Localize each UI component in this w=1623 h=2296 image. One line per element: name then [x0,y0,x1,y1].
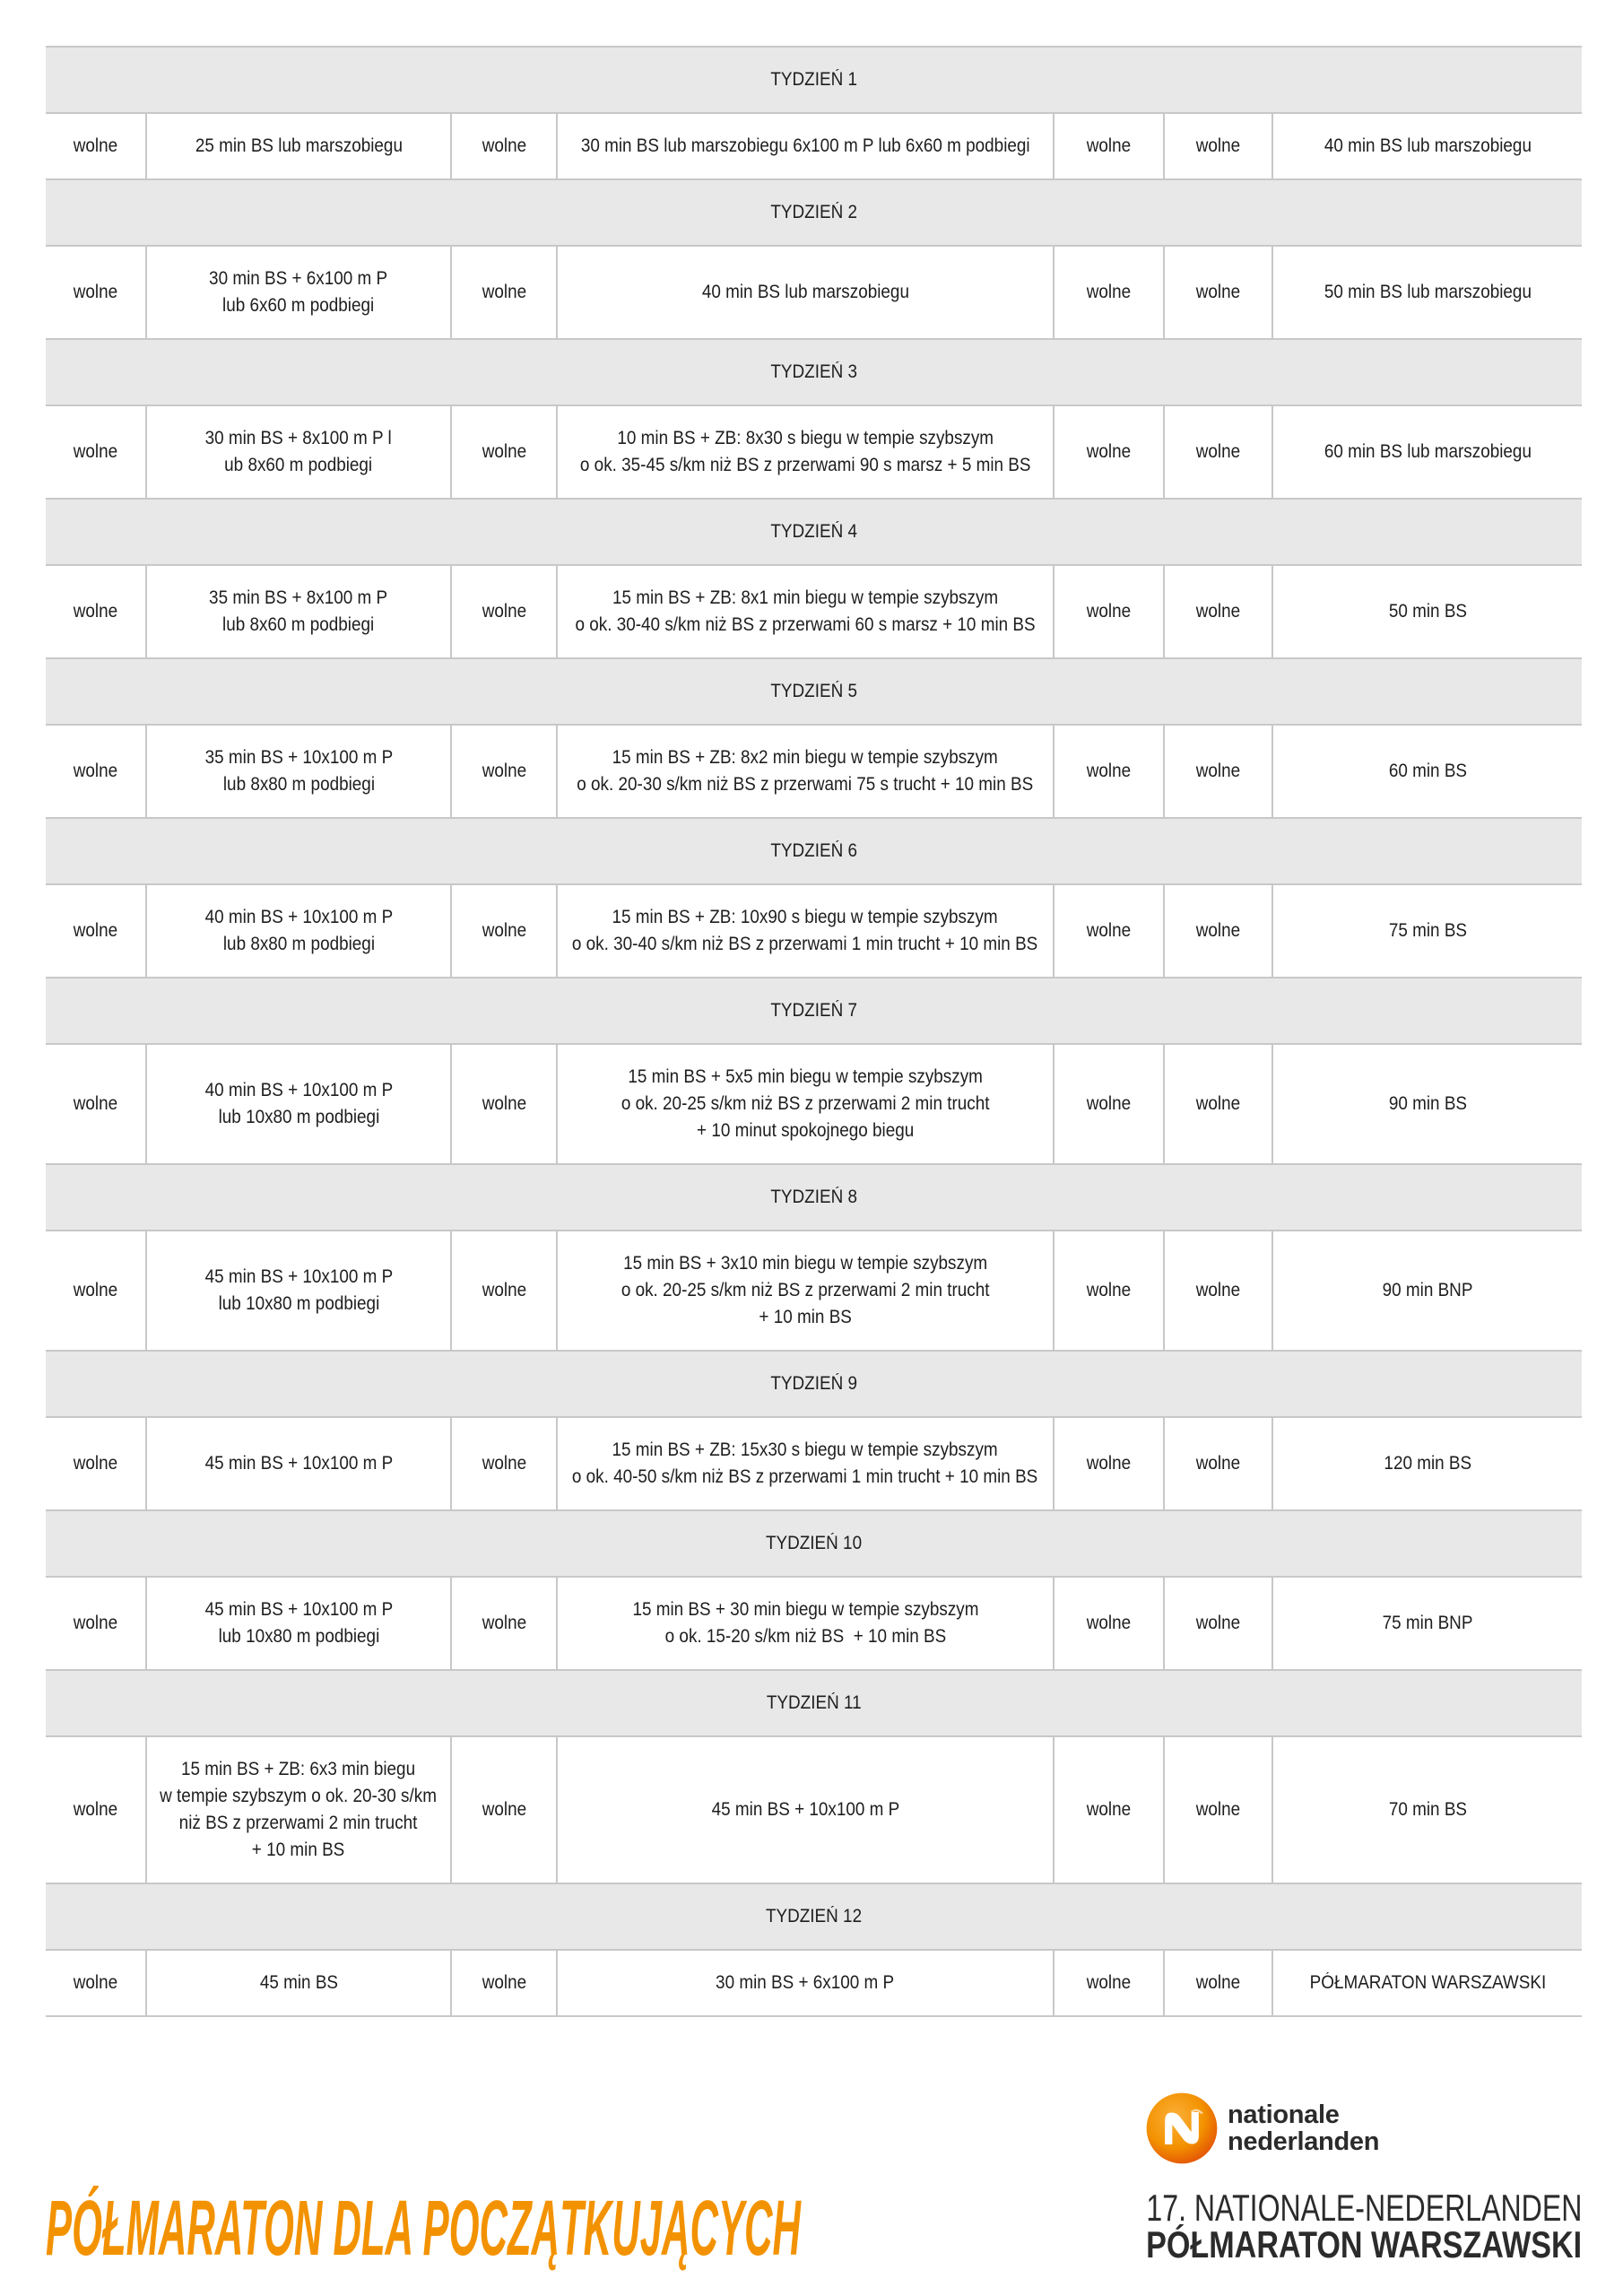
day-text: wolne [73,761,118,781]
day-text: wolne [73,1280,118,1300]
week-10-day-4 [558,1578,1055,1669]
week-3-day-2 [147,406,452,498]
week-10-day-3 [452,1578,558,1669]
day-text: wolne [1195,761,1241,781]
day-text: 15 min BS + ZB: 10x90 s biegu w tempie szybszym o ok. 30-40 s/km niż BS z przerwami 1 min trucht + 10 min BS [572,907,1038,954]
day-text: 15 min BS + 30 min biegu w tempie szybszym o ok. 15-20 s/km niż BS + 10 min BS [631,1599,979,1647]
day-text: wolne [1086,1453,1132,1474]
day-text: wolne [482,135,526,156]
week-6-day-5 [1055,885,1165,977]
week-1-day-1 [46,114,147,178]
day-text: wolne [1086,601,1132,622]
day-text: 60 min BS lub marszobiegu [1324,441,1532,462]
week-6-day-1 [46,885,147,977]
week-7-row [46,1045,1582,1165]
day-text: wolne [482,1799,526,1820]
week-7-day-3 [452,1045,558,1163]
day-text: wolne [482,761,526,781]
week-7-day-6 [1165,1045,1273,1163]
week-4-day-7 [1273,566,1582,657]
week-9-day-5 [1055,1418,1165,1509]
day-text: 50 min BS lub marszobiegu [1324,282,1532,302]
day-text: 30 min BS lub marszobiegu 6x100 m P lub 6x60 m podbiegi [580,135,1030,156]
day-text: 50 min BS [1388,601,1467,622]
week-12-header [46,1884,1582,1951]
week-1-day-3 [452,114,558,178]
week-9-day-2 [147,1418,452,1509]
week-12-day-3 [452,1951,558,2015]
week-2-day-3 [452,247,558,338]
week-7-day-2 [147,1045,452,1163]
day-text: 10 min BS + ZB: 8x30 s biegu w tempie szybszym o ok. 35-45 s/km niż BS z przerwami 90 s marsz + 5 min BS [579,428,1031,475]
day-text: wolne [482,1972,526,1993]
week-12-day-2 [147,1951,452,2015]
day-text: 25 min BS lub marszobiegu [195,135,403,156]
week-label: TYDZIEŃ 1 [770,69,857,90]
week-5-day-5 [1055,726,1165,817]
day-text: wolne [1086,1280,1132,1300]
day-text: 90 min BNP [1382,1280,1473,1300]
day-text: 75 min BNP [1382,1613,1473,1633]
day-text: wolne [482,282,526,302]
week-2-day-1 [46,247,147,338]
day-text: wolne [73,1799,118,1820]
nationale-nederlanden-logo-icon [1145,2092,1219,2165]
day-text: wolne [482,441,526,462]
day-text: wolne [73,601,118,622]
week-4-day-1 [46,566,147,657]
day-text: wolne [1195,1280,1241,1300]
week-label: TYDZIEŃ 2 [770,202,857,222]
week-11-day-3 [452,1737,558,1883]
week-6-day-6 [1165,885,1273,977]
week-7-header [46,978,1582,1045]
brand-line-1: nationale [1228,2100,1340,2129]
week-3-header [46,340,1582,406]
day-text: wolne [1086,1799,1132,1820]
week-8-day-2 [147,1231,452,1350]
day-text: wolne [1086,920,1132,941]
week-8-day-5 [1055,1231,1165,1350]
week-label: TYDZIEŃ 7 [770,1000,857,1021]
day-text: wolne [1086,1093,1132,1114]
week-7-day-5 [1055,1045,1165,1163]
day-text: wolne [482,601,526,622]
day-text: 75 min BS [1388,920,1467,941]
week-7-day-7 [1273,1045,1582,1163]
page-title: PÓŁMARATON DLA POCZĄTKUJĄCYCH [46,2185,802,2272]
week-12-day-1 [46,1951,147,2015]
day-text: wolne [482,1613,526,1633]
week-3-day-6 [1165,406,1273,498]
brand-wordmark [1228,2101,1379,2155]
day-text: 30 min BS + 6x100 m P [716,1972,895,1993]
week-4-day-3 [452,566,558,657]
event-name-line-1: 17. NATIONALE-NEDERLANDEN [1146,2187,1582,2229]
week-11-day-2 [147,1737,452,1883]
day-text: wolne [1086,441,1132,462]
week-9-day-1 [46,1418,147,1509]
day-text: wolne [73,1972,118,1993]
week-3-day-5 [1055,406,1165,498]
training-plan-table [46,46,1582,2017]
week-10-day-2 [147,1578,452,1669]
week-3-day-1 [46,406,147,498]
week-label: TYDZIEŃ 11 [766,1692,862,1713]
day-text: wolne [482,1453,526,1474]
day-text: wolne [1195,135,1241,156]
week-11-row [46,1737,1582,1884]
week-5-day-2 [147,726,452,817]
week-6-header [46,819,1582,885]
day-text: wolne [1195,920,1241,941]
week-8-row [46,1231,1582,1352]
week-9-day-4 [558,1418,1055,1509]
day-text: wolne [73,282,118,302]
week-5-day-7 [1273,726,1582,817]
day-text: 15 min BS + ZB: 6x3 min biegu w tempie szybszym o ok. 20-30 s/km niż BS z przerwami 2 min trucht + 10 min BS [160,1759,438,1860]
day-text: 40 min BS + 10x100 m P lub 8x80 m podbiegi [204,907,393,954]
day-text: 15 min BS + ZB: 8x1 min biegu w tempie szybszym o ok. 30-40 s/km niż BS z przerwami 60 s marsz + 10 min BS [575,587,1036,635]
week-11-header [46,1671,1582,1737]
day-text: 45 min BS + 10x100 m P [204,1453,393,1474]
day-text: 120 min BS [1384,1453,1471,1474]
week-1-day-5 [1055,114,1165,178]
week-10-header [46,1511,1582,1578]
week-7-day-4 [558,1045,1055,1163]
week-2-header [46,180,1582,247]
week-12-row [46,1951,1582,2017]
week-1-header [46,48,1582,114]
week-7-day-1 [46,1045,147,1163]
week-10-day-7 [1273,1578,1582,1669]
week-5-day-4 [558,726,1055,817]
week-9-day-6 [1165,1418,1273,1509]
week-10-row [46,1578,1582,1671]
week-8-day-4 [558,1231,1055,1350]
day-text: wolne [482,920,526,941]
week-6-day-2 [147,885,452,977]
day-text: 45 min BS + 10x100 m P lub 10x80 m podbiegi [204,1266,393,1314]
day-text: wolne [1195,1613,1241,1633]
week-11-day-6 [1165,1737,1273,1883]
week-label: TYDZIEŃ 9 [770,1373,857,1394]
week-label: TYDZIEŃ 3 [770,361,857,382]
day-text: wolne [73,135,118,156]
day-text: 45 min BS + 10x100 m P [711,1799,899,1820]
week-1-day-2 [147,114,452,178]
week-5-row [46,726,1582,819]
day-text: PÓŁMARATON WARSZAWSKI [1309,1972,1546,1993]
week-9-day-7 [1273,1418,1582,1509]
week-2-day-7 [1273,247,1582,338]
day-text: 45 min BS + 10x100 m P lub 10x80 m podbiegi [204,1599,393,1647]
day-text: 15 min BS + ZB: 8x2 min biegu w tempie szybszym o ok. 20-30 s/km niż BS z przerwami 75 s trucht + 10 min BS [577,747,1034,795]
week-3-day-3 [452,406,558,498]
day-text: wolne [482,1280,526,1300]
week-6-day-3 [452,885,558,977]
day-text: 70 min BS [1388,1799,1467,1820]
week-12-day-5 [1055,1951,1165,2015]
week-1-day-4 [558,114,1055,178]
day-text: wolne [1195,282,1241,302]
week-2-day-6 [1165,247,1273,338]
week-4-day-4 [558,566,1055,657]
week-1-day-6 [1165,114,1273,178]
week-8-day-1 [46,1231,147,1350]
week-label: TYDZIEŃ 5 [770,681,857,701]
day-text: wolne [1086,1972,1132,1993]
week-label: TYDZIEŃ 12 [765,1906,863,1926]
week-4-day-5 [1055,566,1165,657]
day-text: wolne [1086,1613,1132,1633]
day-text: 40 min BS lub marszobiegu [701,282,909,302]
week-11-day-5 [1055,1737,1165,1883]
day-text: wolne [73,1613,118,1633]
week-11-day-7 [1273,1737,1582,1883]
day-text: wolne [1086,282,1132,302]
week-6-day-7 [1273,885,1582,977]
week-11-day-1 [46,1737,147,1883]
week-5-day-6 [1165,726,1273,817]
week-10-day-6 [1165,1578,1273,1669]
week-11-day-4 [558,1737,1055,1883]
day-text: 40 min BS lub marszobiegu [1324,135,1532,156]
day-text: wolne [1086,135,1132,156]
day-text: 30 min BS + 8x100 m P l ub 8x60 m podbiegi [204,428,393,475]
day-text: wolne [73,1453,118,1474]
week-12-day-4 [558,1951,1055,2015]
day-text: 40 min BS + 10x100 m P lub 10x80 m podbiegi [204,1080,393,1127]
week-2-row [46,247,1582,340]
week-9-day-3 [452,1418,558,1509]
week-10-day-5 [1055,1578,1165,1669]
event-name-line-2: PÓŁMARATON WARSZAWSKI [1146,2223,1582,2266]
logo-mark-icon [1145,2092,1219,2165]
week-10-day-1 [46,1578,147,1669]
week-12-day-7 [1273,1951,1582,2015]
week-6-row [46,885,1582,978]
week-6-day-4 [558,885,1055,977]
week-label: TYDZIEŃ 4 [770,521,857,542]
day-text: 15 min BS + ZB: 15x30 s biegu w tempie szybszym o ok. 40-50 s/km niż BS z przerwami 1 min trucht + 10 min BS [572,1439,1038,1487]
day-text: wolne [73,920,118,941]
week-4-day-2 [147,566,452,657]
week-label: TYDZIEŃ 6 [770,840,857,861]
week-4-day-6 [1165,566,1273,657]
day-text: wolne [482,1093,526,1114]
week-label: TYDZIEŃ 8 [770,1187,857,1207]
day-text: wolne [1195,1093,1241,1114]
day-text: wolne [1195,1799,1241,1820]
day-text: wolne [1195,1453,1241,1474]
week-8-header [46,1165,1582,1231]
week-9-row [46,1418,1582,1511]
week-8-day-7 [1273,1231,1582,1350]
day-text: wolne [73,1093,118,1114]
day-text: wolne [1195,441,1241,462]
week-label: TYDZIEŃ 10 [765,1533,863,1553]
week-9-header [46,1352,1582,1418]
week-1-day-7 [1273,114,1582,178]
day-text: 15 min BS + 5x5 min biegu w tempie szybszym o ok. 20-25 s/km niż BS z przerwami 2 min trucht + 10 minut spokojnego biegu [621,1066,990,1141]
day-text: 30 min BS + 6x100 m P lub 6x60 m podbiegi [209,268,388,316]
day-text: 35 min BS + 10x100 m P lub 8x80 m podbiegi [204,747,393,795]
day-text: wolne [1195,1972,1241,1993]
day-text: 15 min BS + 3x10 min biegu w tempie szybszym o ok. 20-25 s/km niż BS z przerwami 2 min trucht + 10 min BS [621,1253,990,1327]
day-text: wolne [1086,761,1132,781]
week-3-row [46,406,1582,500]
week-8-day-6 [1165,1231,1273,1350]
week-2-day-4 [558,247,1055,338]
week-5-day-1 [46,726,147,817]
week-5-header [46,659,1582,726]
week-3-day-4 [558,406,1055,498]
week-2-day-2 [147,247,452,338]
week-2-day-5 [1055,247,1165,338]
day-text: 90 min BS [1388,1093,1467,1114]
day-text: wolne [1195,601,1241,622]
week-1-row [46,114,1582,180]
day-text: wolne [73,441,118,462]
week-4-row [46,566,1582,659]
day-text: 45 min BS [259,1972,338,1993]
week-3-day-7 [1273,406,1582,498]
week-8-day-3 [452,1231,558,1350]
week-12-day-6 [1165,1951,1273,2015]
day-text: 60 min BS [1388,761,1467,781]
week-5-day-3 [452,726,558,817]
week-4-header [46,500,1582,566]
brand-line-2: nederlanden [1228,2127,1380,2156]
day-text: 35 min BS + 8x100 m P lub 8x60 m podbiegi [209,587,388,635]
